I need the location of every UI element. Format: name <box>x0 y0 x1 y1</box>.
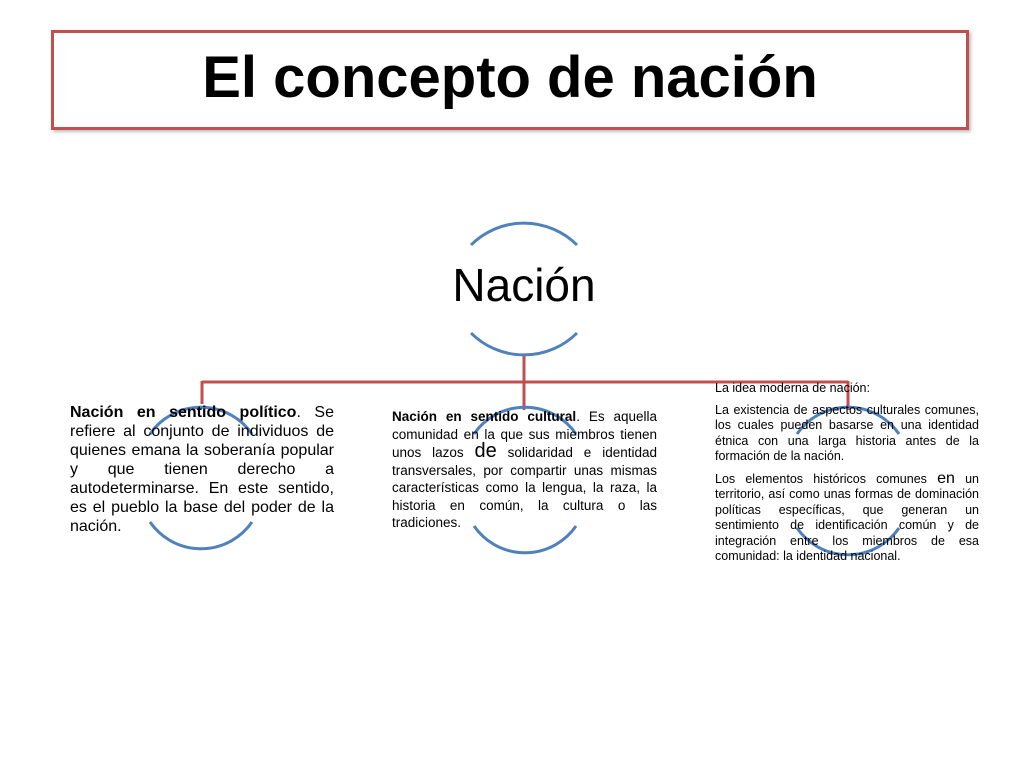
branch-modern-paragraph-2-a: Los elementos históricos comunes <box>715 471 938 486</box>
branch-modern-paragraph-2-b: un territorio, así como unas formas de dominación políticas específicas, que generan un sentimiento de identificación común y de integración entre los miembros de esa comunidad: la identidad nacional. <box>715 471 979 563</box>
root-node-label: Nación <box>452 259 596 311</box>
root-node-arc-top <box>471 223 577 245</box>
branch-modern-paragraph-1: La existencia de aspectos culturales comunes, los cuales pueden basarse en una identidad étnica con una larga historia antes de la formación de la nación. <box>715 402 979 463</box>
branch-modern-paragraph-2 <box>715 471 979 565</box>
branch-modern-heading: La idea moderna de nación: <box>715 381 870 395</box>
branch-political-heading: Nación en sentido político <box>70 404 297 421</box>
branch-cultural-heading: Nación en sentido cultural <box>392 409 577 424</box>
branch-cultural-body-a: . Es aquella comunidad en la que sus miembros tienen unos lazos <box>392 409 658 460</box>
branch-cultural-body-b: solidaridad e identidad transversales, por compartir unas mismas características como la lengua, la raza, la historia en común, la cultura o las tradiciones. <box>392 445 657 530</box>
branch-cultural-body-big: de <box>474 440 497 462</box>
root-node-arc-bottom <box>471 333 577 355</box>
slide-title: El concepto de nación <box>202 44 818 110</box>
branch-cultural <box>392 408 657 532</box>
branch-political <box>70 403 334 536</box>
branch-modern <box>715 381 979 571</box>
branch-political-body: . Se refiere al conjunto de individuos de quienes emana la soberanía popular y que tienen derecho a autodeterminarse. En este sentido, es el pueblo la base del poder de la nación. <box>70 404 334 535</box>
branch-modern-paragraph-2-big: en <box>937 469 955 487</box>
